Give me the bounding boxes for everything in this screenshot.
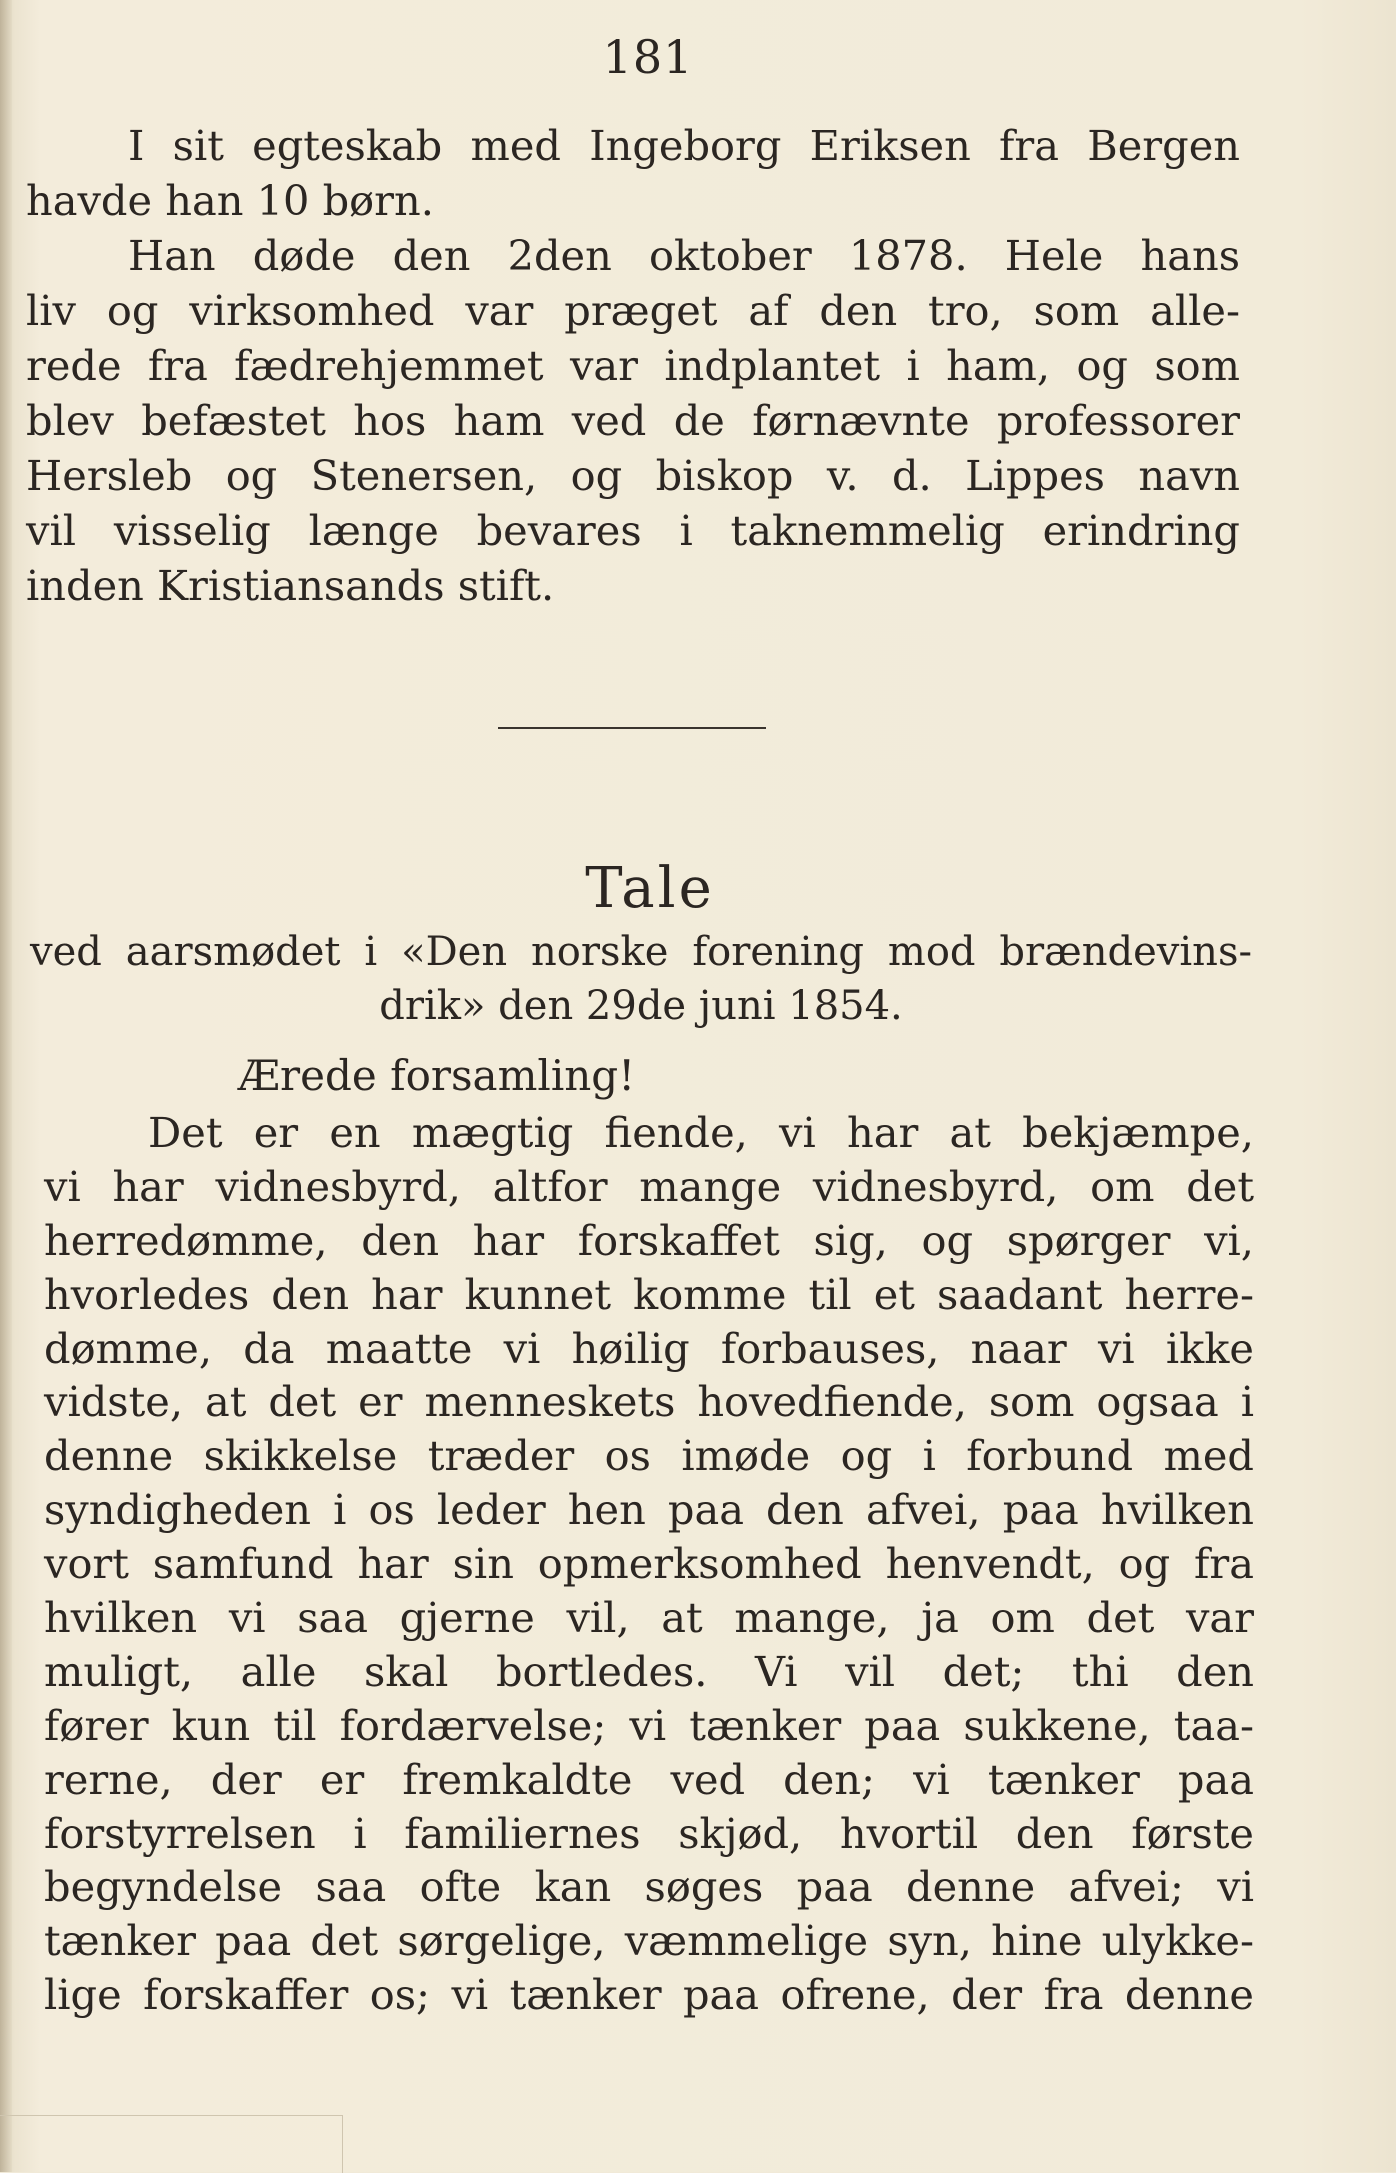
text-line: inden Kristiansands stift. <box>26 561 555 610</box>
section-subtitle <box>30 925 1252 1033</box>
text-line: I sit egteskab med Ingeborg Eriksen fra Bergen <box>128 121 1240 170</box>
text-line: denne skikkelse træder os imøde og i forbund med <box>44 1431 1254 1481</box>
subtitle-line: drik» den 29de juni 1854. <box>379 983 903 1029</box>
text-line: tænker paa det sørgelige, væmmelige syn, hine ulykke- <box>44 1916 1254 1966</box>
page-corner-mark <box>0 2115 343 2173</box>
text-line: vidste, at det er menneskets hovedfiende, som ogsaa i <box>44 1377 1254 1427</box>
text-line: rede fra fædrehjemmet var indplantet i ham, og som <box>26 341 1240 390</box>
text-line: syndigheden i os leder hen paa den afvei, paa hvilken <box>44 1485 1254 1535</box>
text-line: lige forskaffer os; vi tænker paa ofrene, der fra denne <box>44 1970 1254 2020</box>
paragraph-obituary <box>26 118 1240 613</box>
text-line: begyndelse saa ofte kan søges paa denne afvei; vi <box>44 1862 1254 1912</box>
text-line: herredømme, den har forskaffet sig, og spørger vi, <box>44 1215 1254 1265</box>
text-line: Hersleb og Stenersen, og biskop v. d. Lippes navn <box>26 451 1240 500</box>
text-line: vort samfund har sin opmerksomhed henvendt, og fra <box>44 1539 1254 1589</box>
section-title: Tale <box>585 856 715 921</box>
text-line: havde han 10 børn. <box>26 176 434 225</box>
text-line: Han døde den 2den oktober 1878. Hele hans <box>128 231 1240 280</box>
text-line: vi har vidnesbyrd, altfor mange vidnesbyrd, om det <box>44 1161 1254 1211</box>
text-line: hvorledes den har kunnet komme til et saadant herre- <box>44 1269 1254 1319</box>
page-gutter-shadow <box>0 0 12 2172</box>
text-line: fører kun til fordærvelse; vi tænker paa sukkene, taa- <box>44 1700 1254 1750</box>
page-number: 181 <box>602 30 694 84</box>
text-line: Det er en mægtig fiende, vi har at bekjæmpe, <box>148 1108 1254 1157</box>
section-divider <box>498 727 766 729</box>
text-line: vil visselig længe bevares i taknemmelig erindring <box>26 506 1240 555</box>
text-line: forstyrrelsen i familiernes skjød, hvortil den første <box>44 1808 1254 1858</box>
subtitle-line: ved aarsmødet i «Den norske forening mod brændevins- <box>30 929 1252 975</box>
text-line: muligt, alle skal bortledes. Vi vil det; thi den <box>44 1646 1254 1696</box>
text-line: blev befæstet hos ham ved de førnævnte professorer <box>26 396 1240 445</box>
text-line: liv og virksomhed var præget af den tro, som alle- <box>26 286 1240 335</box>
text-line: rerne, der er fremkaldte ved den; vi tænker paa <box>44 1754 1254 1804</box>
text-line: hvilken vi saa gjerne vil, at mange, ja om det var <box>44 1593 1254 1643</box>
paragraph-speech <box>44 1106 1254 2022</box>
text-line: dømme, da maatte vi høilig forbauses, naar vi ikke <box>44 1323 1254 1373</box>
salutation: Ærede forsamling! <box>238 1051 636 1100</box>
